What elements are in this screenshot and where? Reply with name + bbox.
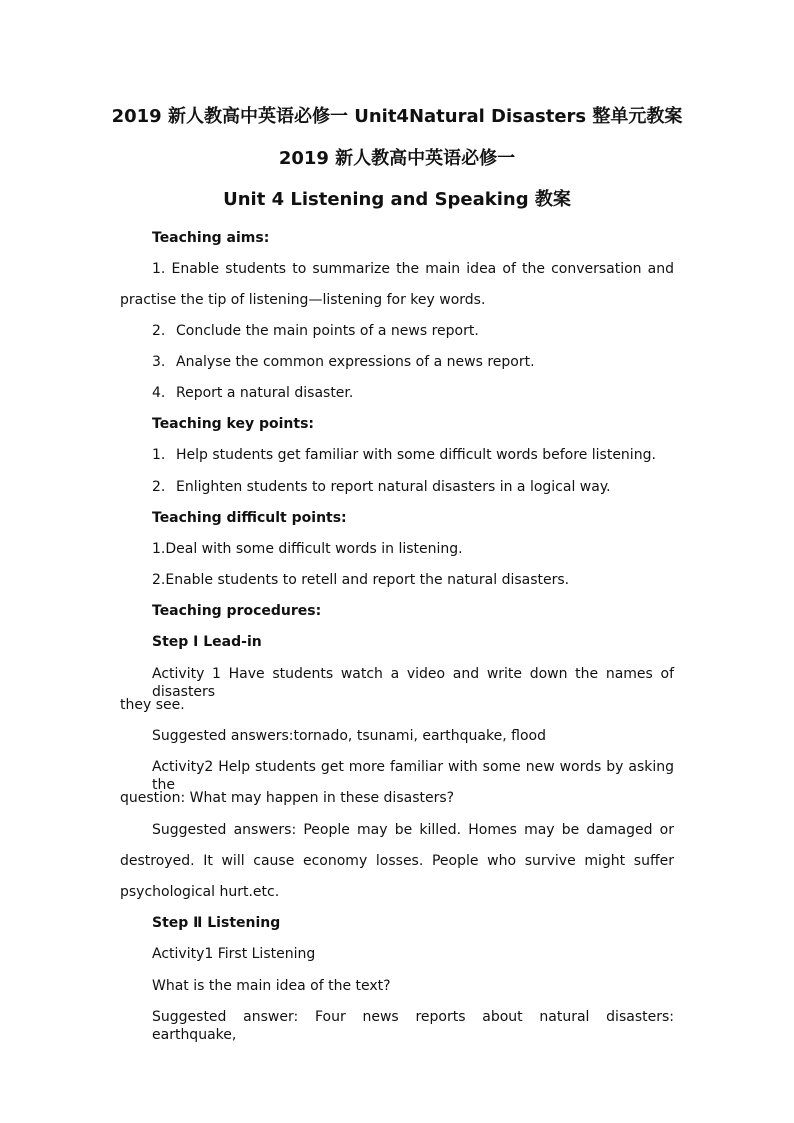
step1-activity1-line-1: Activity 1 Have students watch a video and write down the names of disasters: [152, 666, 674, 700]
step1-activity2-line-1: Activity2 Help students get more familiar with some new words by asking the: [152, 759, 674, 793]
main-title: 2019 新人教高中英语必修一 Unit4Natural Disasters 整单元教案: [111, 106, 683, 127]
aim-item-4-text: Report a natural disaster.: [176, 385, 354, 401]
difficult-point-item-1: 1.Deal with some difficult words in listening.: [152, 541, 463, 557]
aim-item-3-text: Analyse the common expressions of a news report.: [176, 354, 535, 370]
key-point-1-text: Help students get familiar with some difficult words before listening.: [176, 447, 656, 463]
procedures-heading: Teaching procedures:: [152, 603, 322, 619]
key-points-heading: Teaching key points:: [152, 416, 315, 432]
step2-question: What is the main idea of the text?: [152, 978, 391, 994]
step1-activity2-line-2: question: What may happen in these disasters?: [120, 790, 455, 806]
aim-item-1-text: Enable students to summarize the main idea of the conversation and: [171, 261, 675, 277]
aim-item-4: [152, 384, 353, 402]
sub-title: 2019 新人教高中英语必修一: [278, 148, 516, 169]
aim-item-3-number: 3.: [152, 354, 166, 370]
aim-item-2: [152, 322, 479, 340]
step-2-heading: Step Ⅱ Listening: [152, 915, 281, 931]
step1-answer2-line-2: destroyed. It will cause economy losses. People who survive might suffer: [120, 853, 674, 869]
step1-activity1-line-2: they see.: [120, 697, 185, 713]
teaching-aims-heading: Teaching aims:: [152, 230, 270, 246]
step1-answer1: Suggested answers:tornado, tsunami, earthquake, flood: [152, 728, 546, 744]
key-point-item-1: [152, 446, 656, 464]
step-1-heading: Step Ⅰ Lead-in: [152, 634, 262, 650]
key-point-2-text: Enlighten students to report natural disasters in a logical way.: [176, 479, 611, 495]
step1-answer2-line-1: Suggested answers: People may be killed. Homes may be damaged or: [152, 822, 674, 838]
difficult-points-heading: Teaching difficult points:: [152, 510, 347, 526]
aim-item-1-line-2: practise the tip of listening—listening for key words.: [120, 292, 486, 308]
key-point-item-2: [152, 478, 611, 496]
difficult-point-item-2: 2.Enable students to retell and report the natural disasters.: [152, 572, 570, 588]
aim-item-1-number: 1.: [152, 261, 166, 277]
lesson-title: Unit 4 Listening and Speaking 教案: [223, 189, 571, 210]
step1-answer2-line-3: psychological hurt.etc.: [120, 884, 280, 900]
aim-item-2-number: 2.: [152, 323, 166, 339]
aim-item-3: [152, 353, 535, 371]
key-point-1-number: 1.: [152, 447, 166, 463]
aim-item-4-number: 4.: [152, 385, 166, 401]
aim-item-2-text: Conclude the main points of a news report.: [176, 323, 479, 339]
aim-item-1-line-1: [152, 260, 674, 278]
step2-answer-line-1: Suggested answer: Four news reports about natural disasters: earthquake,: [152, 1009, 674, 1043]
step2-activity1: Activity1 First Listening: [152, 946, 316, 962]
key-point-2-number: 2.: [152, 479, 166, 495]
